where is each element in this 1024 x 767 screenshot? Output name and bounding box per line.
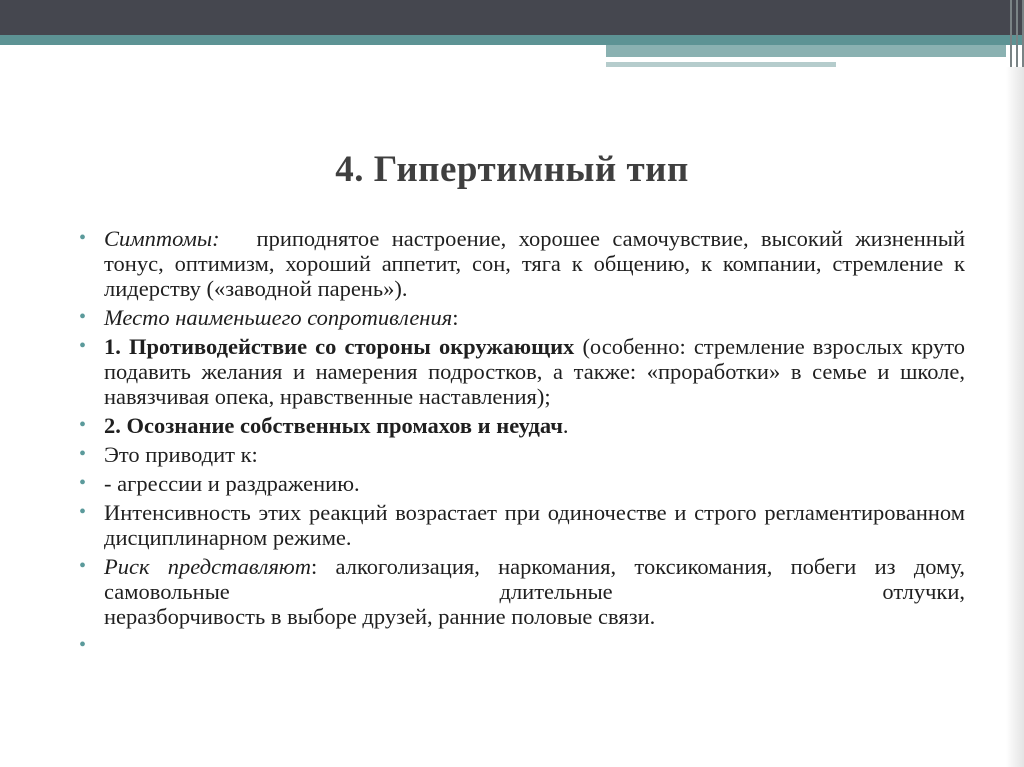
header-dark-band [0,0,1024,35]
header-teal-band [0,35,1024,45]
list-item-symptoms [77,226,971,301]
symptoms-text: приподнятое настроение, хорошее самочувствие, высокий жизненный тонус, оптимизм, хороший аппетит, сон, тяга к общению, к компании, стремление к лидерству («заводной парень»). [104,226,971,301]
symptoms-label: Симптомы: [104,226,220,251]
bullet-icon: • [79,335,87,357]
list-item-least-resistance [77,305,965,330]
bullet-icon: • [79,414,87,436]
risks-text-end: неразборчивость в выборе друзей, ранние половые связи. [104,604,656,629]
bullet-list [77,226,971,662]
bullet-icon: • [79,306,87,328]
risks-line-wrap [104,554,965,604]
counteraction-text: (особенно: стремление взрослых круто подавить желания и намерения подростков, а также: «проработки» в семье и школе, навязчивая опека, нравственные наставления); [104,334,965,409]
list-item-counteraction [77,334,965,409]
list-item-intensity [77,500,965,550]
risks-text: : алкоголизация, наркомания, токсикомания, побеги из дому, самовольные длительные отлучки, [104,554,965,604]
bullet-icon: • [79,555,87,577]
intensity-text: Интенсивность этих реакций возрастает при одиночестве и строго регламентированном дисциплинарном режиме. [104,500,965,550]
bullet-icon: • [79,634,87,656]
list-item-aggression [77,471,965,496]
bullet-icon: • [79,227,87,249]
header-teal-accent-bar [606,45,1006,57]
least-resistance-label: Место наименьшего сопротивления [104,305,453,330]
list-item-awareness [77,413,965,438]
counteraction-label: 1. Противодействие со стороны окружающих [104,334,575,359]
list-item-risks [77,554,965,629]
bullet-icon: • [79,501,87,523]
header-vertical-rails [998,0,1024,67]
leads-to-text: Это приводит к: [104,442,258,467]
list-item-empty [77,633,965,658]
awareness-text: . [562,413,569,438]
list-item-leads-to [77,442,965,467]
header-thin-accent-bar [606,62,836,67]
bullet-icon: • [79,472,87,494]
risks-label: Риск представляют [104,554,312,579]
aggression-text: - агрессии и раздражению. [104,471,360,496]
awareness-label: 2. Осознание собственных промахов и неудач [104,413,563,438]
least-resistance-text: : [452,305,459,330]
slide-title: 4. Гипертимный тип [335,149,689,190]
bullet-icon: • [79,443,87,465]
